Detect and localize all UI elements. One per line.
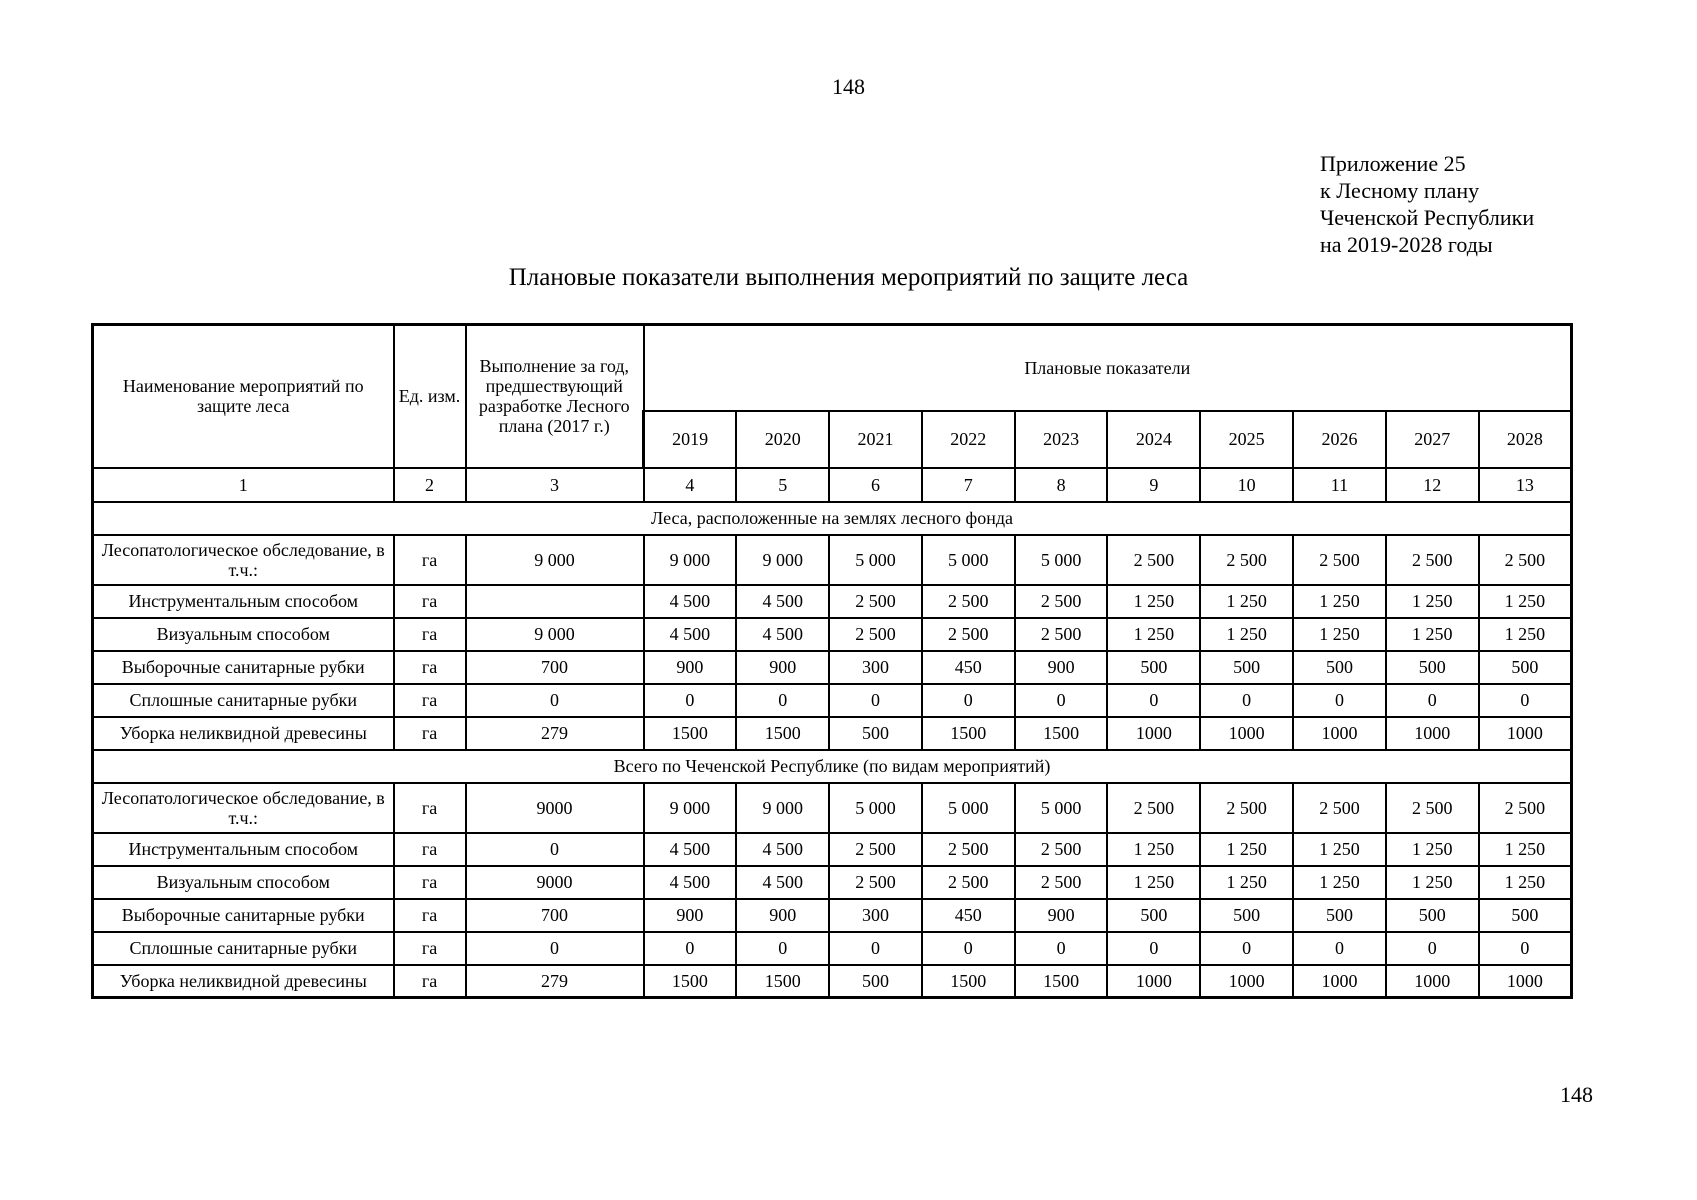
plan-value: 300 <box>829 651 922 684</box>
section-row <box>93 750 1572 783</box>
plan-value: 1 250 <box>1107 585 1200 618</box>
plan-value: 1 250 <box>1200 585 1293 618</box>
appendix-line: Чеченской Республики <box>1320 205 1535 230</box>
unit-cell: га <box>394 899 466 932</box>
plan-value: 2 500 <box>1200 783 1293 833</box>
unit-cell: га <box>394 651 466 684</box>
plan-value: 450 <box>922 651 1015 684</box>
column-number: 11 <box>1293 468 1386 502</box>
plan-value: 2 500 <box>922 866 1015 899</box>
plan-value: 5 000 <box>922 783 1015 833</box>
table-row <box>93 717 1572 750</box>
plan-value: 500 <box>1479 651 1572 684</box>
plan-value: 9 000 <box>736 535 829 585</box>
unit-cell: га <box>394 783 466 833</box>
column-number: 3 <box>466 468 644 502</box>
plan-value: 4 500 <box>644 618 737 651</box>
plan-value: 2 500 <box>829 585 922 618</box>
plan-value: 0 <box>922 932 1015 965</box>
prev-year-value: 9 000 <box>466 535 644 585</box>
header-unit: Ед. изм. <box>394 325 466 468</box>
activity-name: Визуальным способом <box>93 618 394 651</box>
plan-value: 0 <box>829 932 922 965</box>
plan-value: 2 500 <box>1293 783 1386 833</box>
plan-value: 5 000 <box>829 535 922 585</box>
plan-value: 9 000 <box>644 535 737 585</box>
plan-value: 1 250 <box>1386 866 1479 899</box>
prev-year-value: 9 000 <box>466 618 644 651</box>
plan-value: 1 250 <box>1386 585 1479 618</box>
prev-year-value: 0 <box>466 833 644 866</box>
plan-value: 2 500 <box>829 833 922 866</box>
plan-value: 2 500 <box>1107 783 1200 833</box>
year-header: 2027 <box>1386 411 1479 468</box>
plan-value: 1500 <box>1015 717 1108 750</box>
plan-value: 1 250 <box>1479 866 1572 899</box>
prev-year-value <box>466 585 644 618</box>
prev-year-value: 0 <box>466 932 644 965</box>
table-row <box>93 965 1572 998</box>
plan-value: 2 500 <box>922 585 1015 618</box>
column-number: 8 <box>1015 468 1108 502</box>
plan-value: 500 <box>829 717 922 750</box>
year-header: 2026 <box>1293 411 1386 468</box>
plan-value: 900 <box>644 651 737 684</box>
appendix-line: Приложение 25 <box>1320 151 1466 176</box>
plan-value: 900 <box>736 651 829 684</box>
plan-value: 2 500 <box>1107 535 1200 585</box>
plan-value: 5 000 <box>829 783 922 833</box>
plan-value: 4 500 <box>736 618 829 651</box>
year-header: 2022 <box>922 411 1015 468</box>
year-header: 2023 <box>1015 411 1108 468</box>
unit-cell: га <box>394 585 466 618</box>
plan-value: 0 <box>1479 684 1572 717</box>
prev-year-value: 700 <box>466 651 644 684</box>
plan-value: 1 250 <box>1293 866 1386 899</box>
table-row <box>93 618 1572 651</box>
plan-value: 0 <box>1107 932 1200 965</box>
column-number: 10 <box>1200 468 1293 502</box>
plan-value: 900 <box>1015 899 1108 932</box>
plan-value: 2 500 <box>1386 783 1479 833</box>
plan-value: 2 500 <box>1015 585 1108 618</box>
activity-name: Выборочные санитарные рубки <box>93 899 394 932</box>
plan-value: 0 <box>1015 684 1108 717</box>
activity-name: Сплошные санитарные рубки <box>93 684 394 717</box>
plan-value: 1500 <box>736 965 829 998</box>
plan-value: 4 500 <box>644 866 737 899</box>
plan-value: 900 <box>1015 651 1108 684</box>
plan-value: 900 <box>644 899 737 932</box>
plan-value: 2 500 <box>829 866 922 899</box>
plan-value: 900 <box>736 899 829 932</box>
plan-value: 1 250 <box>1107 618 1200 651</box>
plan-value: 0 <box>736 932 829 965</box>
plan-value: 1 250 <box>1386 618 1479 651</box>
table-row <box>93 783 1572 833</box>
plan-value: 2 500 <box>1293 535 1386 585</box>
unit-cell: га <box>394 535 466 585</box>
plan-value: 1 250 <box>1200 618 1293 651</box>
plan-value: 0 <box>1200 932 1293 965</box>
year-header: 2028 <box>1479 411 1572 468</box>
column-number: 7 <box>922 468 1015 502</box>
year-header: 2024 <box>1107 411 1200 468</box>
year-header: 2020 <box>736 411 829 468</box>
header-row <box>93 325 1572 411</box>
table-row <box>93 932 1572 965</box>
plan-value: 2 500 <box>1015 866 1108 899</box>
activity-name: Выборочные санитарные рубки <box>93 651 394 684</box>
plan-value: 4 500 <box>736 866 829 899</box>
table-row <box>93 651 1572 684</box>
plan-value: 2 500 <box>922 618 1015 651</box>
prev-year-value: 700 <box>466 899 644 932</box>
prev-year-value: 279 <box>466 965 644 998</box>
activity-name: Инструментальным способом <box>93 585 394 618</box>
table-row <box>93 585 1572 618</box>
unit-cell: га <box>394 866 466 899</box>
plan-value: 0 <box>1015 932 1108 965</box>
plan-value: 0 <box>736 684 829 717</box>
plan-value: 0 <box>644 684 737 717</box>
appendix-note <box>1320 150 1534 258</box>
table-row <box>93 535 1572 585</box>
plan-value: 500 <box>1107 651 1200 684</box>
plan-value: 2 500 <box>1200 535 1293 585</box>
table-row <box>93 866 1572 899</box>
plan-value: 0 <box>1479 932 1572 965</box>
plan-value: 1000 <box>1200 965 1293 998</box>
column-number-row <box>93 468 1572 502</box>
plan-value: 1000 <box>1200 717 1293 750</box>
plan-value: 500 <box>1107 899 1200 932</box>
plan-value: 5 000 <box>922 535 1015 585</box>
section-title: Леса, расположенные на землях лесного фонда <box>93 502 1572 535</box>
page-number-bottom: 148 <box>1560 1082 1593 1107</box>
year-header: 2019 <box>644 411 737 468</box>
plan-value: 2 500 <box>829 618 922 651</box>
activity-name: Лесопатологическое обследование, в т.ч.: <box>93 783 394 833</box>
year-header: 2021 <box>829 411 922 468</box>
plan-value: 1000 <box>1386 717 1479 750</box>
activity-name: Уборка неликвидной древесины <box>93 717 394 750</box>
unit-cell: га <box>394 717 466 750</box>
plan-value: 4 500 <box>644 585 737 618</box>
plan-value: 4 500 <box>736 585 829 618</box>
plan-value: 1000 <box>1293 965 1386 998</box>
table-row <box>93 833 1572 866</box>
plan-value: 2 500 <box>1015 618 1108 651</box>
header-plan: Плановые показатели <box>644 325 1572 411</box>
plan-value: 1 250 <box>1479 618 1572 651</box>
section-title: Всего по Чеченской Республике (по видам мероприятий) <box>93 750 1572 783</box>
plan-value: 0 <box>644 932 737 965</box>
column-number: 1 <box>93 468 394 502</box>
plan-value: 1000 <box>1293 717 1386 750</box>
section-row <box>93 502 1572 535</box>
activity-name: Сплошные санитарные рубки <box>93 932 394 965</box>
plan-value: 1 250 <box>1107 866 1200 899</box>
column-number: 4 <box>644 468 737 502</box>
plan-value: 1 250 <box>1293 585 1386 618</box>
header-prev-year: Выполнение за год, предшествующий разработке Лесного плана (2017 г.) <box>466 325 644 468</box>
page-number-top: 148 <box>832 74 865 99</box>
unit-cell: га <box>394 833 466 866</box>
plan-value: 1000 <box>1107 717 1200 750</box>
plan-value: 1500 <box>922 965 1015 998</box>
appendix-line: к Лесному плану <box>1320 178 1480 203</box>
column-number: 12 <box>1386 468 1479 502</box>
plan-value: 500 <box>1479 899 1572 932</box>
plan-value: 4 500 <box>644 833 737 866</box>
unit-cell: га <box>394 932 466 965</box>
plan-value: 2 500 <box>1015 833 1108 866</box>
prev-year-value: 279 <box>466 717 644 750</box>
activity-name: Лесопатологическое обследование, в т.ч.: <box>93 535 394 585</box>
plan-value: 5 000 <box>1015 783 1108 833</box>
plan-value: 0 <box>1386 684 1479 717</box>
plan-table <box>91 323 1573 999</box>
plan-value: 500 <box>1200 899 1293 932</box>
plan-value: 0 <box>829 684 922 717</box>
plan-value: 9 000 <box>736 783 829 833</box>
activity-name: Визуальным способом <box>93 866 394 899</box>
plan-value: 1 250 <box>1479 585 1572 618</box>
plan-value: 0 <box>1293 932 1386 965</box>
plan-value: 500 <box>1386 651 1479 684</box>
plan-value: 1000 <box>1386 965 1479 998</box>
plan-value: 1000 <box>1107 965 1200 998</box>
plan-value: 500 <box>1386 899 1479 932</box>
plan-value: 1500 <box>736 717 829 750</box>
table-row <box>93 899 1572 932</box>
column-number: 2 <box>394 468 466 502</box>
plan-value: 500 <box>1293 651 1386 684</box>
plan-value: 1 250 <box>1200 866 1293 899</box>
plan-value: 1 250 <box>1200 833 1293 866</box>
appendix-line: на 2019-2028 годы <box>1320 232 1493 257</box>
plan-value: 1 250 <box>1293 618 1386 651</box>
plan-value: 1 250 <box>1293 833 1386 866</box>
plan-value: 5 000 <box>1015 535 1108 585</box>
plan-value: 2 500 <box>1479 783 1572 833</box>
plan-value: 500 <box>1200 651 1293 684</box>
plan-value: 2 500 <box>922 833 1015 866</box>
unit-cell: га <box>394 684 466 717</box>
prev-year-value: 9000 <box>466 866 644 899</box>
plan-value: 0 <box>1200 684 1293 717</box>
document-title: Плановые показатели выполнения мероприятий по защите леса <box>508 264 1189 291</box>
plan-value: 1500 <box>1015 965 1108 998</box>
plan-value: 0 <box>1107 684 1200 717</box>
plan-value: 1 250 <box>1479 833 1572 866</box>
header-name: Наименование мероприятий по защите леса <box>93 325 394 468</box>
plan-value: 4 500 <box>736 833 829 866</box>
plan-value: 500 <box>1293 899 1386 932</box>
prev-year-value: 9000 <box>466 783 644 833</box>
prev-year-value: 0 <box>466 684 644 717</box>
plan-value: 500 <box>829 965 922 998</box>
plan-value: 1 250 <box>1107 833 1200 866</box>
column-number: 13 <box>1479 468 1572 502</box>
plan-value: 1000 <box>1479 717 1572 750</box>
plan-value: 0 <box>1386 932 1479 965</box>
plan-value: 300 <box>829 899 922 932</box>
plan-value: 9 000 <box>644 783 737 833</box>
plan-value: 0 <box>1293 684 1386 717</box>
activity-name: Уборка неликвидной древесины <box>93 965 394 998</box>
column-number: 6 <box>829 468 922 502</box>
plan-value: 2 500 <box>1386 535 1479 585</box>
plan-value: 0 <box>922 684 1015 717</box>
column-number: 9 <box>1107 468 1200 502</box>
plan-value: 450 <box>922 899 1015 932</box>
plan-value: 1500 <box>644 965 737 998</box>
plan-value: 2 500 <box>1479 535 1572 585</box>
plan-value: 1500 <box>644 717 737 750</box>
activity-name: Инструментальным способом <box>93 833 394 866</box>
table-row <box>93 684 1572 717</box>
year-header: 2025 <box>1200 411 1293 468</box>
plan-value: 1000 <box>1479 965 1572 998</box>
plan-value: 1 250 <box>1386 833 1479 866</box>
unit-cell: га <box>394 965 466 998</box>
column-number: 5 <box>736 468 829 502</box>
unit-cell: га <box>394 618 466 651</box>
plan-value: 1500 <box>922 717 1015 750</box>
